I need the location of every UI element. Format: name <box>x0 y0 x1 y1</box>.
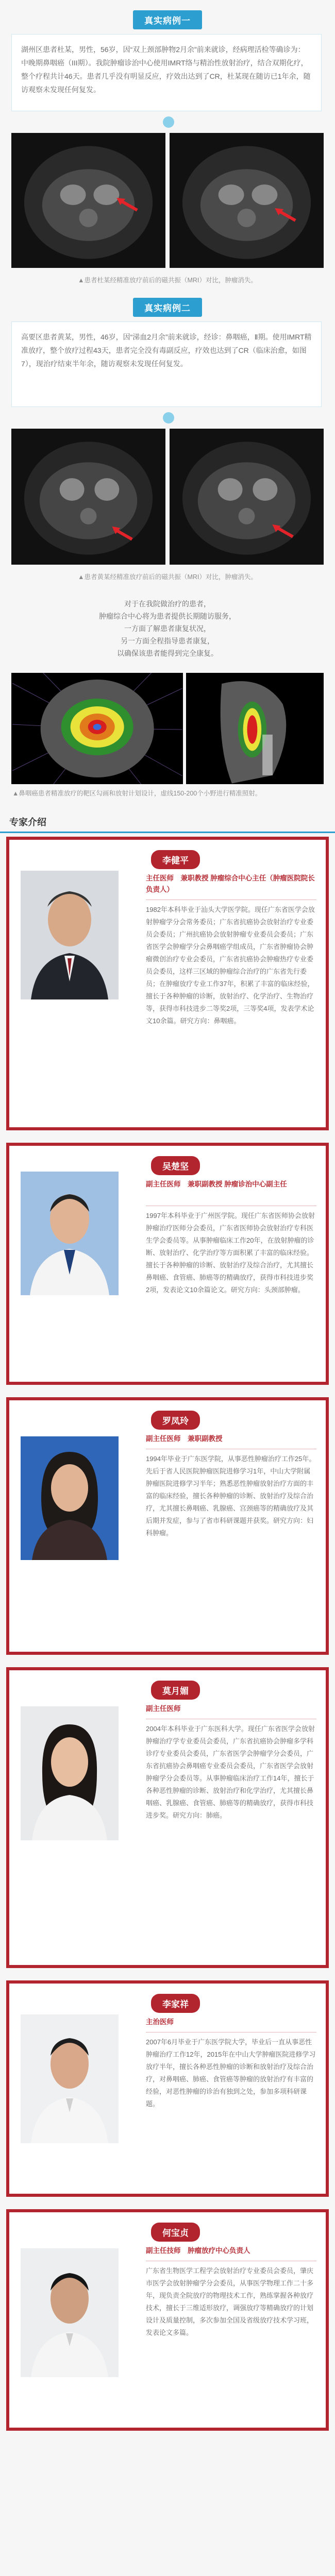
statement-line: 以确保该患者能得到完全康复。 <box>117 649 218 657</box>
expert-name: 罗凤玲 <box>151 1411 200 1430</box>
expert-photo <box>21 2014 119 2143</box>
expert-bio: 广东省生物医学工程学会放射治疗专业委员会委员，肇庆市医学会放射肿瘤学分会委员，从事医学物理工作二十多年，现负责全院放疗的物理技术工作，熟练掌握各种放疗技术，擅长于三维适形放疗，调强放疗等精确放疗的计划设计及质量控制，多次参加全国及省级放疗技术学习班，发表论文多篇。 <box>146 2267 314 2336</box>
expert-photo <box>21 1436 119 1560</box>
expert-bio: 1994年毕业于广东医学院，从事恶性肿瘤治疗工作25年。先后于省人民医院肿瘤医院进修学习1年，中山大学附属肿瘤医院进修学习半年；熟悉恶性肿瘤放射治疗方面的丰富的临床经验，擅长各种肿瘤的诊断、放射治疗及综合治疗，尤其擅长鼻咽癌、乳腺癌、宫颈癌等的精确放疗及其后期并发症，参与了省市科研课题并获奖。研究方向：妇科肿瘤。 <box>146 1455 316 1537</box>
expert-title: 副主任医师 兼职副教授 肿瘤诊治中心副主任 <box>146 1180 287 1188</box>
case1-text-box <box>11 34 322 111</box>
mri-after-image <box>170 429 324 565</box>
expert-title: 主治医师 <box>146 2018 174 2026</box>
expert-card <box>6 837 329 1130</box>
expert-name: 莫月媚 <box>151 1681 200 1700</box>
expert-name: 吴楚坚 <box>151 1156 200 1175</box>
expert-title: 副主任医师 <box>146 1705 181 1713</box>
case2-caption: ▲患者黄某经精准放疗前后的磁共振（MRI）对比，肿瘤消失。 <box>78 573 257 581</box>
case2-text-box <box>11 321 322 407</box>
case2-mri-images <box>11 429 324 565</box>
expert-bio: 1982年本科毕业于汕头大学医学院。现任广东省医学会放射肿瘤学分会常务委员；广东省抗癌协会放射治疗专业委员会委员；广州抗癌协会放射肿瘤专业委员会委员；广东省医学会肿瘤学分会鼻咽癌学组成员，广东省肿瘤协会肿瘤微创治疗专业会委员，广东省抗癌协会肿瘤热疗专业委员会委员，这样三区域的肿瘤综合治疗的广东省先行委员；在肿瘤放疗专业工作37年，积累了丰富的临床经验，擅长于各种肿瘤的诊断，放射治疗、化学治疗、生物治疗等，获得市科技进步二等奖2项，三等奖4项，发表学术论文10余篇。研究方向：鼻咽癌。 <box>146 906 315 1025</box>
case1-mri-images <box>11 133 324 268</box>
expert-card <box>6 1397 329 1655</box>
case2-text: 高要区患者黄某，男性，46岁，因“涕血2月余”前来就诊，经诊：鼻咽癌，Ⅱ期。使用IMRT精准放疗，整个放疗过程43天，患者完全没有毒副反应，疗效也达到了CR（临床治愈，如图7），现治疗结束半年余，随访观察未发现任何复发。 <box>21 333 312 368</box>
plan-images <box>11 673 324 784</box>
statement-line: 对于在我院做治疗的患者， <box>124 600 211 608</box>
expert-name: 何宝贞 <box>151 2223 200 2242</box>
expert-card <box>6 1980 329 2197</box>
expert-bio: 1997年本科毕业于广州医学院。现任广东省医师协会放射肿瘤治疗医师分会委员，广东省医师协会放射治疗专科医生学会委员等。从事肿瘤临床工作20年，在放射肿瘤的诊断、放射治疗、化学治疗等方面积累了丰富的临床经验。擅长于各种肿瘤的诊断、放射治疗及综合治疗，尤其擅长鼻咽癌、食管癌、肺癌等的精确放疗，获得市科技进步奖2项，发表论文10余篇论文。研究方向：头颈部肿瘤。 <box>146 1212 315 1294</box>
statement-line: 一方面了解患者康复状况， <box>124 624 211 633</box>
hospital-logo-icon <box>163 412 174 423</box>
case2-title: 真实病例二 <box>133 298 202 317</box>
mri-before-image <box>11 133 165 268</box>
expert-title: 主任医师 兼职教授 肿瘤综合中心主任（肿瘤医院院长负责人） <box>146 874 315 893</box>
mri-after-image <box>170 133 324 268</box>
mri-before-image <box>11 429 165 565</box>
statement-line: 肿瘤综合中心将为患者提供长期随访服务， <box>99 612 236 620</box>
plan-caption: ▲鼻咽癌患者精准放疗的靶区勾画和放射计划设计，虚线150-200个小野进行精准照射。 <box>12 790 262 797</box>
expert-photo <box>21 871 119 999</box>
case1-caption: ▲患者杜某经精准放疗前后的磁共振（MRI）对比，肿瘤消失。 <box>78 277 257 284</box>
case1-text: 湖州区患者杜某，男性，56岁，因“双上颈部肿物2月余”前来就诊，经病理活检等确诊为：中晚期鼻咽癌（III期）。我院肿瘤诊治中心使用IMRT络与精治性放射治疗，结合双期化疗，整个疗程共计46天。患者几乎没有明显反应，疗效出达到了CR，杜某现在随访已1年余，随访观察未发现任何复发。 <box>21 45 311 94</box>
expert-title: 副主任医师 兼职副教授 <box>146 1435 223 1443</box>
radiation-plan-axial-image <box>11 673 183 784</box>
expert-card <box>6 2209 329 2431</box>
expert-card <box>6 1143 329 1385</box>
expert-name: 李家祥 <box>151 1994 200 2013</box>
case1-title: 真实病例一 <box>133 10 202 29</box>
expert-name: 李健平 <box>151 850 200 869</box>
radiation-plan-sagittal-image <box>186 673 324 784</box>
expert-photo <box>21 2248 119 2377</box>
expert-bio: 2007年6月毕业于广东医学院大学，毕业后一直从事恶性肿瘤治疗工作12年，2015年在中山大学肿瘤医院进修学习放疗半年，擅长各种恶性肿瘤的诊断和放射治疗及综合治疗，对鼻咽癌、肺癌、食管癌等肿瘤的放射治疗有丰富的经验，对恶性肿瘤的诊治有独到之处，参加多项科研课题。 <box>146 2038 316 2108</box>
experts-section-header <box>0 810 335 833</box>
hospital-logo-icon <box>163 116 174 128</box>
experts-heading: 专家介绍 <box>9 817 46 827</box>
statement-line: 另一方面全程指导患者康复， <box>121 637 214 645</box>
expert-photo <box>21 1706 119 1840</box>
expert-title: 副主任技师 肿瘤放疗中心负责人 <box>146 2247 250 2255</box>
expert-card <box>6 1667 329 1968</box>
expert-photo <box>21 1172 119 1295</box>
follow-up-statement <box>0 598 335 659</box>
expert-bio: 2004年本科毕业于广东医科大学。现任广东省医学会放射肿瘤治疗学专业委员会委员，广东省抗癌协会肿瘤多学科诊疗专业委员会委员，广东省医学会肿瘤学分会委员，广东省抗癌协会鼻咽癌专业委员会委员，广东省医学会放射肿瘤学分会委员等。从事肿瘤临床治疗工作14年，擅长于各种恶性肿瘤的诊断、放射治疗和化学治疗，尤其擅长鼻咽癌、乳腺癌、食管癌、肺癌等的精确放疗，获得市科技进步奖。研究方向：肺癌。 <box>146 1725 315 1819</box>
